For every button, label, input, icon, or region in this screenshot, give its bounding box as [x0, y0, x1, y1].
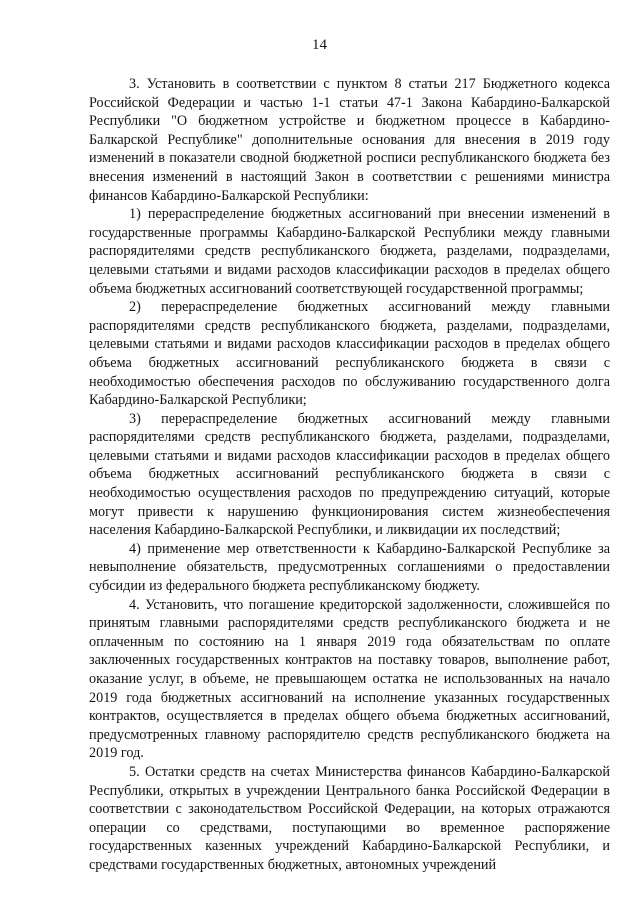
paragraph-3: 3. Установить в соответствии с пунктом 8 статьи 217 Бюджетного кодекса Российской Федерации и частью 1-1 статьи 47-1 Закона Кабардино-Балкарской Республики "О бюджетном устройстве и бюджетном процессе в Кабардино-Балкарской Республике" дополнительные основания для внесения в 2019 году изменений в показатели сводной бюджетной росписи республиканского бюджета без внесения изменений в настоящий Закон в соответствии с решениями министра финансов Кабардино-Балкарской Республики:: [89, 76, 610, 204]
document-body: [89, 75, 610, 875]
paragraph-3-item-2: 2) перераспределение бюджетных ассигнований между главными распорядителями средств республиканского бюджета, разделами, подразделами, целевыми статьями и видами расходов классификации расходов в пределах общего объема бюджетных ассигнований республиканского бюджета в связи с необходимостью обеспечения расходов по обслуживанию государственного долга Кабардино-Балкарской Республики;: [89, 299, 610, 409]
paragraph-5: 5. Остатки средств на счетах Министерства финансов Кабардино-Балкарской Республики, открытых в учреждении Центрального банка Российской Федерации в соответствии с законодательством Российской Федерации, на которых отражаются операции со средствами, поступающими во временное распоряжение государственных казенных учреждений Кабардино-Балкарской Республики, и средствами государственных бюджетных, автономных учреждений: [89, 763, 610, 873]
paragraph-4: 4. Установить, что погашение кредиторской задолженности, сложившейся по принятым главными распорядителями средств республиканского бюджета и не оплаченным по состоянию на 1 января 2019 года обязательствам по оплате заключенных государственных контрактов на поставку товаров, выполнение работ, оказание услуг, в объеме, не превышающем остатка не использованных на начало 2019 года бюджетных ассигнований на исполнение указанных государственных контрактов, осуществляется в пределах общего объема бюджетных ассигнований, предусмотренных главному распорядителю средств республиканского бюджета на 2019 год.: [89, 596, 610, 762]
page-number: 14: [312, 37, 327, 53]
paragraph-3-item-1: 1) перераспределение бюджетных ассигнований при внесении изменений в государственные программы Кабардино-Балкарской Республики между главными распорядителями средств республиканского бюджета, разделами, подразделами, целевыми статьями и видами расходов классификации расходов в пределах общего объема бюджетных ассигнований соответствующей государственной программы;: [89, 206, 610, 297]
paragraph-3-item-3: 3) перераспределение бюджетных ассигнований между главными распорядителями средств республиканского бюджета, разделами, подразделами, целевыми статьями и видами расходов классификации расходов в пределах общего объема бюджетных ассигнований республиканского бюджета в связи с необходимостью осуществления расходов по предупреждению ситуаций, которые могут привести к нарушению функционирования систем жизнеобеспечения населения Кабардино-Балкарской Республики, и ликвидации их последствий;: [89, 410, 610, 539]
paragraph-3-item-4: 4) применение мер ответственности к Кабардино-Балкарской Республике за невыполнение обязательств, предусмотренных соглашениями о предоставлении субсидии из федерального бюджета республиканскому бюджету.: [89, 540, 610, 595]
